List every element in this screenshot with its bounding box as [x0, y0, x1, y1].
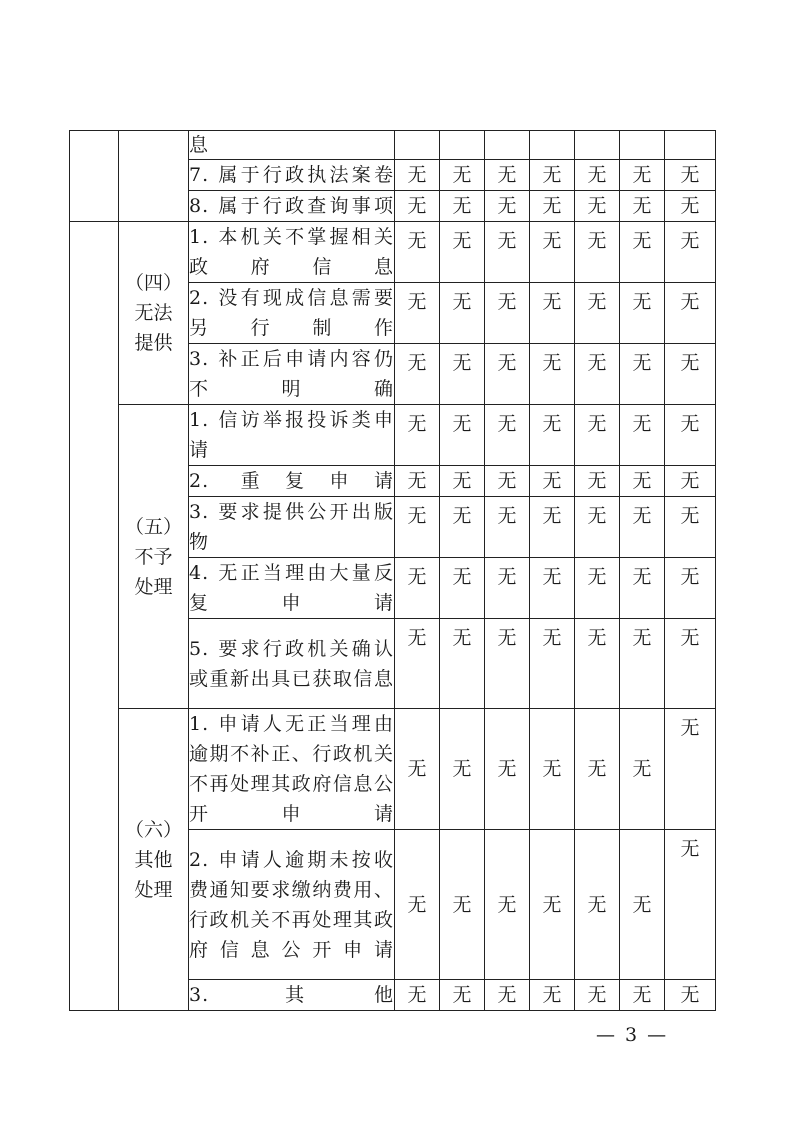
value-cell: 无 [440, 709, 485, 830]
value-cell: 无 [485, 980, 530, 1011]
disclosure-statistics-table [69, 130, 716, 1011]
value-cell: 无 [575, 344, 620, 405]
value-cell: 无 [530, 344, 575, 405]
value-cell: 无 [485, 222, 530, 283]
value-cell: 无 [665, 344, 716, 405]
value-cell: 无 [575, 497, 620, 558]
value-cell: 无 [575, 709, 620, 830]
value-cell: 无 [575, 619, 620, 709]
value-cell: 无 [530, 709, 575, 830]
outer-category-cell [70, 222, 119, 1011]
item-label: 8. 属于行政查询事项 [189, 191, 395, 222]
value-cell: 无 [440, 558, 485, 619]
item-label: 3. 要求提供公开出版物 [189, 497, 395, 558]
value-cell: 无 [620, 830, 665, 980]
value-cell: 无 [440, 466, 485, 497]
value-cell: 无 [440, 222, 485, 283]
item-label: 1. 信访举报投诉类申请 [189, 405, 395, 466]
value-cell: 无 [530, 222, 575, 283]
page-number: — 3 — [596, 1024, 669, 1046]
item-label: 3. 补正后申请内容仍不明确 [189, 344, 395, 405]
item-label: 5. 要求行政机关确认或重新出具已获取信息 [189, 619, 395, 709]
value-cell: 无 [620, 222, 665, 283]
value-cell: 无 [665, 222, 716, 283]
item-label: 3. 其他 [189, 980, 395, 1011]
value-cell: 无 [575, 558, 620, 619]
value-cell: 无 [575, 980, 620, 1011]
value-cell: 无 [665, 283, 716, 344]
value-cell: 无 [620, 466, 665, 497]
value-cell: 无 [395, 830, 440, 980]
item-label: 息 [189, 131, 395, 160]
value-cell: 无 [485, 709, 530, 830]
value-cell: 无 [620, 709, 665, 830]
value-cell: 无 [485, 558, 530, 619]
value-cell: 无 [485, 344, 530, 405]
value-cell: 无 [395, 222, 440, 283]
value-cell: 无 [530, 558, 575, 619]
value-cell: 无 [665, 830, 716, 980]
value-cell: 无 [665, 466, 716, 497]
group-label-four: （四） 无法 提供 [119, 222, 189, 405]
value-cell: 无 [665, 619, 716, 709]
value-cell: 无 [665, 191, 716, 222]
value-cell: 无 [530, 283, 575, 344]
value-cell: 无 [530, 497, 575, 558]
value-cell: 无 [575, 466, 620, 497]
table-row [70, 222, 716, 283]
value-cell: 无 [620, 980, 665, 1011]
value-cell: 无 [575, 405, 620, 466]
value-cell: 无 [440, 405, 485, 466]
value-cell: 无 [665, 709, 716, 830]
group-label-cell-continued [119, 131, 189, 222]
item-label: 1. 申请人无正当理由逾期不补正、行政机关不再处理其政府信息公开申请 [189, 709, 395, 830]
value-cell: 无 [575, 191, 620, 222]
value-cell: 无 [620, 191, 665, 222]
value-cell: 无 [530, 466, 575, 497]
value-cell: 无 [620, 283, 665, 344]
value-cell: 无 [665, 980, 716, 1011]
value-cell: 无 [485, 405, 530, 466]
value-cell: 无 [395, 466, 440, 497]
value-cell: 无 [395, 160, 440, 191]
value-cell: 无 [395, 344, 440, 405]
value-cell: 无 [665, 160, 716, 191]
item-label: 4. 无正当理由大量反复申请 [189, 558, 395, 619]
value-cell: 无 [440, 497, 485, 558]
value-cell: 无 [395, 497, 440, 558]
value-cell: 无 [575, 283, 620, 344]
table-row [70, 405, 716, 466]
value-cell: 无 [440, 283, 485, 344]
value-cell: 无 [530, 191, 575, 222]
value-cell: 无 [530, 405, 575, 466]
value-cell: 无 [485, 191, 530, 222]
value-cell: 无 [440, 344, 485, 405]
value-cell: 无 [665, 497, 716, 558]
value-cell: 无 [620, 160, 665, 191]
value-cell: 无 [440, 830, 485, 980]
value-cell: 无 [485, 830, 530, 980]
value-cell: 无 [665, 558, 716, 619]
value-cell: 无 [530, 830, 575, 980]
value-cell: 无 [620, 344, 665, 405]
outer-category-cell [70, 131, 119, 222]
value-cell: 无 [575, 830, 620, 980]
group-label-six: （六） 其他 处理 [119, 709, 189, 1011]
value-cell: 无 [530, 619, 575, 709]
value-cell: 无 [440, 160, 485, 191]
value-cell: 无 [485, 497, 530, 558]
value-cell: 无 [620, 405, 665, 466]
group-label-five: （五） 不予 处理 [119, 405, 189, 709]
table-row [70, 131, 716, 160]
value-cell: 无 [395, 619, 440, 709]
value-cell: 无 [575, 160, 620, 191]
value-cell: 无 [620, 497, 665, 558]
value-cell: 无 [440, 619, 485, 709]
value-cell: 无 [620, 619, 665, 709]
item-label: 1. 本机关不掌握相关政府信息 [189, 222, 395, 283]
value-cell: 无 [440, 980, 485, 1011]
value-cell: 无 [485, 283, 530, 344]
value-cell: 无 [440, 191, 485, 222]
value-cell: 无 [395, 709, 440, 830]
item-label: 7. 属于行政执法案卷 [189, 160, 395, 191]
value-cell: 无 [395, 283, 440, 344]
value-cell: 无 [620, 558, 665, 619]
item-label: 2. 申请人逾期未按收费通知要求缴纳费用、行政机关不再处理其政府信息公开申请 [189, 830, 395, 980]
value-cell: 无 [665, 405, 716, 466]
value-cell: 无 [395, 558, 440, 619]
table-row [70, 709, 716, 830]
value-cell: 无 [485, 160, 530, 191]
value-cell: 无 [395, 980, 440, 1011]
value-cell: 无 [485, 619, 530, 709]
value-cell: 无 [530, 160, 575, 191]
item-label: 2. 没有现成信息需要另行制作 [189, 283, 395, 344]
value-cell: 无 [395, 405, 440, 466]
value-cell: 无 [485, 466, 530, 497]
item-label: 2. 重复申请 [189, 466, 395, 497]
value-cell: 无 [395, 191, 440, 222]
value-cell: 无 [575, 222, 620, 283]
value-cell: 无 [530, 980, 575, 1011]
